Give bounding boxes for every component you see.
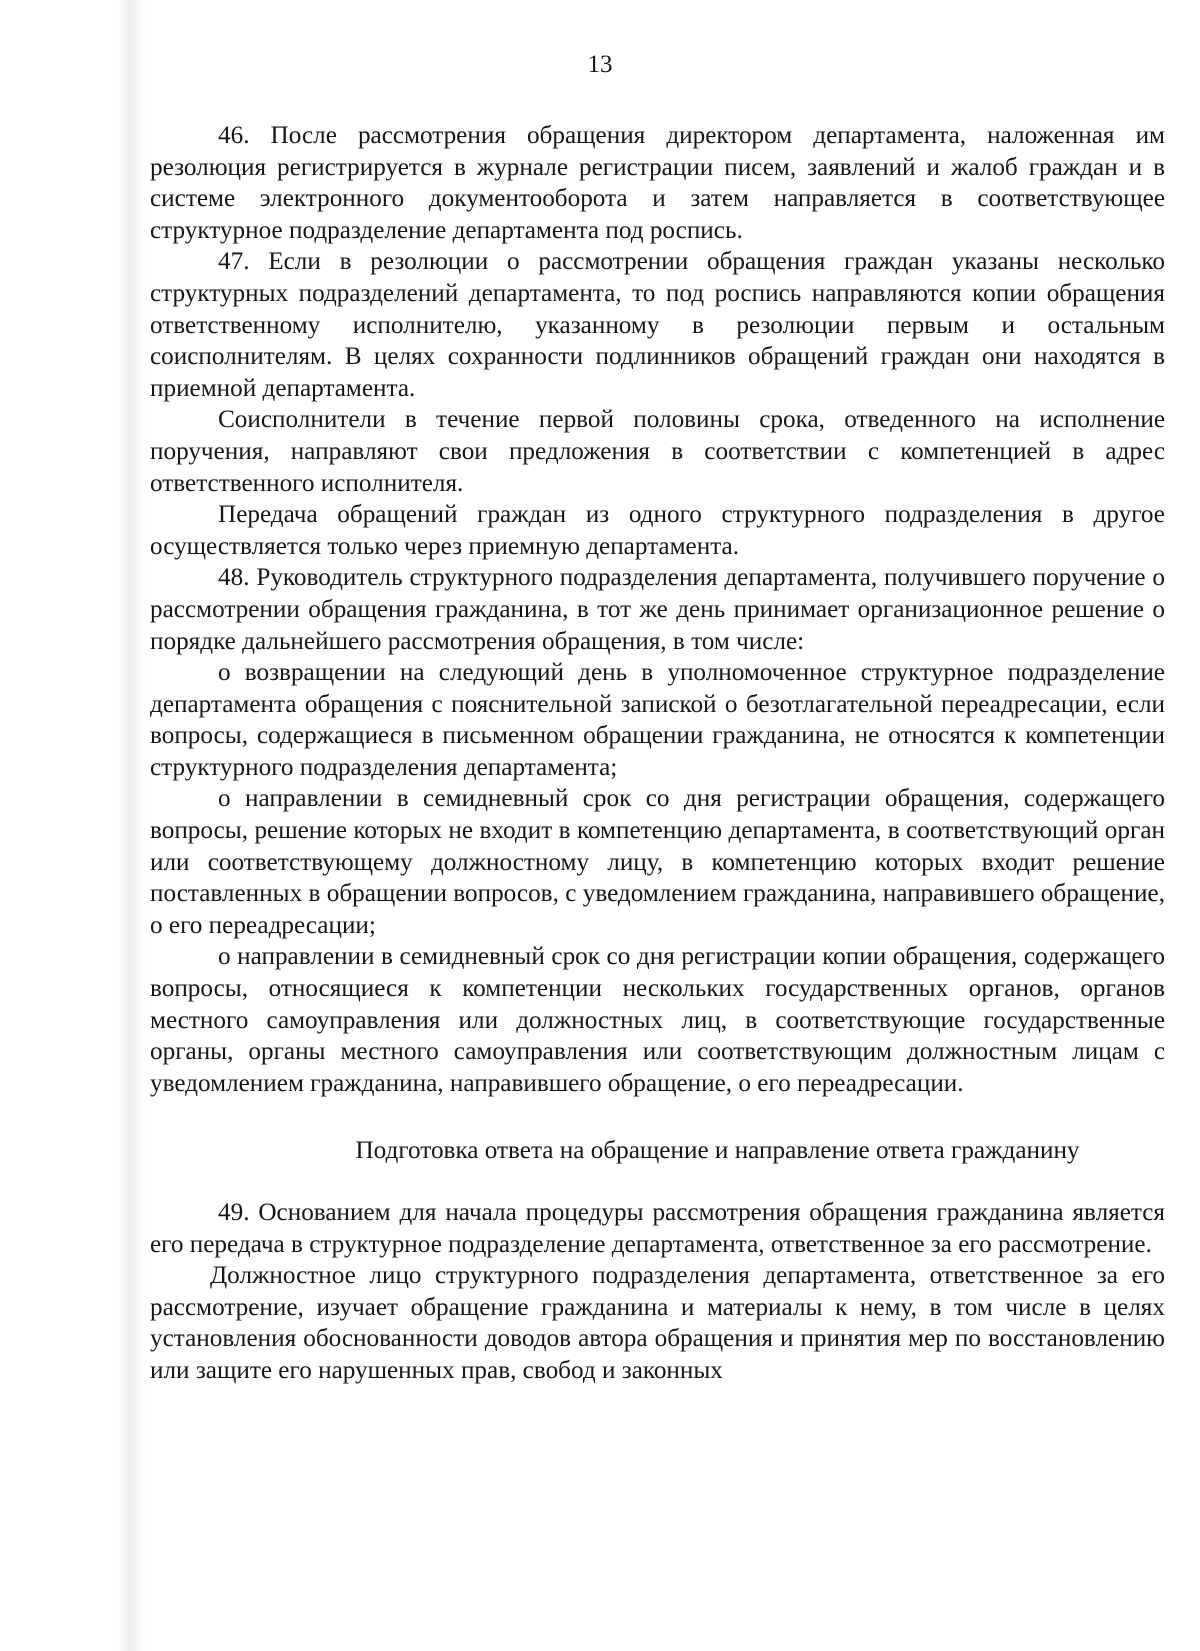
paragraph-49: 49. Основанием для начала процедуры рассмотрения обращения гражданина является его передача в структурное подразделение департамента, ответственное за его рассмотрение.	[150, 1199, 1165, 1258]
paragraph-47: 47. Если в резолюции о рассмотрении обращения граждан указаны несколько структурных подразделений департамента, то под роспись направляются копии обращения ответственному исполнителю, указанному в резолюции первым и остальным соисполнителям. В целях сохранности подлинников обращений граждан они находятся в приемной департамента.	[150, 248, 1165, 402]
scan-edge-shadow	[118, 0, 146, 1651]
document-body	[150, 120, 1165, 1387]
paragraph-48-item-copy: о направлении в семидневный срок со дня регистрации копии обращения, содержащего вопросы, относящиеся к компетенции нескольких государственных органов, органов местного самоуправления или должностных лиц, в соответствующие государственные органы, органы местного самоуправления или соответствующим должностным лицам с уведомлением гражданина, направившего обращение, о его переадресации.	[150, 943, 1165, 1097]
paragraph-48-item-return: о возвращении на следующий день в уполномоченное структурное подразделение департамента обращения с пояснительной запиской о безотлагательной переадресации, если вопросы, содержащиеся в письменном обращении гражданина, не относятся к компетенции структурного подразделения департамента;	[150, 659, 1165, 781]
paragraph-48: 48. Руководитель структурного подразделения департамента, получившего поручение о рассмотрении обращения гражданина, в тот же день принимает организационное решение о порядке дальнейшего рассмотрения обращения, в том числе:	[150, 564, 1165, 655]
paragraph-49-official: Должностное лицо структурного подразделения департамента, ответственное за его рассмотрение, изучает обращение гражданина и материалы к нему, в том числе в целях установления обоснованности доводов автора обращения и принятия мер по восстановлению или защите его нарушенных прав, свобод и законных	[150, 1262, 1165, 1384]
paragraph-48-item-redirect: о направлении в семидневный срок со дня регистрации обращения, содержащего вопросы, решение которых не входит в компетенцию департамента, в соответствующий орган или соответствующему должностному лицу, в компетенцию которых входит решение поставленных в обращении вопросов, с уведомлением гражданина, направившего обращение, о его переадресации;	[150, 785, 1165, 939]
paragraph-47-transfer: Передача обращений граждан из одного структурного подразделения в другое осуществляется только через приемную департамента.	[150, 501, 1165, 560]
paragraph-46: 46. После рассмотрения обращения директором департамента, наложенная им резолюция регистрируется в журнале регистрации писем, заявлений и жалоб граждан и в системе электронного документооборота и затем направляется в соответствующее структурное подразделение департамента под роспись.	[150, 122, 1165, 244]
page-number: 13	[587, 51, 613, 78]
section-heading: Подготовка ответа на обращение и направление ответа гражданину	[355, 1137, 1080, 1165]
paragraph-47-coexecutors: Соисполнители в течение первой половины срока, отведенного на исполнение поручения, направляют свои предложения в соответствии с компетенцией в адрес ответственного исполнителя.	[150, 406, 1165, 497]
